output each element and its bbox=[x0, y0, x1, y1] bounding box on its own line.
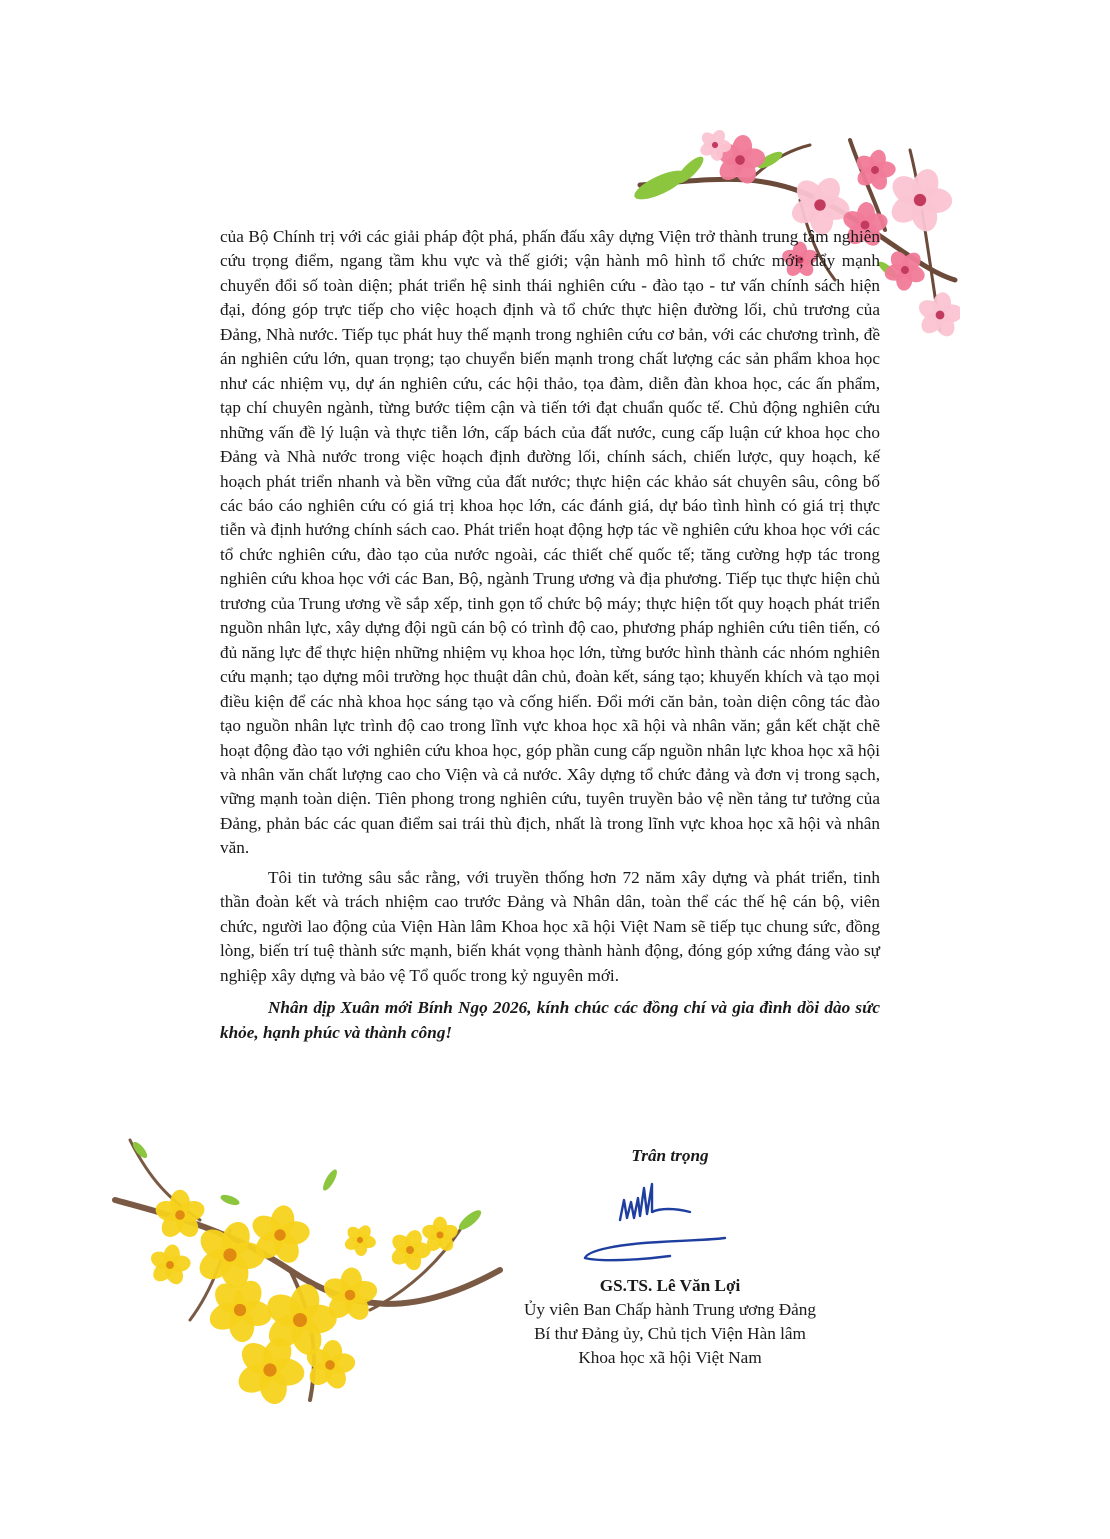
signatory-title-line-1: Ủy viên Ban Chấp hành Trung ương Đảng bbox=[524, 1300, 816, 1319]
signatory-title-line-3: Khoa học xã hội Việt Nam bbox=[578, 1348, 762, 1367]
regards-text: Trân trọng bbox=[631, 1146, 709, 1165]
signatory-title-line-2: Bí thư Đảng ủy, Chủ tịch Viện Hàn lâm bbox=[534, 1324, 806, 1343]
signatory-block bbox=[480, 1274, 860, 1370]
letter-body bbox=[220, 225, 880, 1045]
body-paragraph-2: Tôi tin tưởng sâu sắc rằng, với truyền thống hơn 72 năm xây dựng và phát triển, tinh thần đoàn kết và trách nhiệm cao trước Đảng và Nhân dân, toàn thể các thế hệ cán bộ, viên chức, người lao động của Viện Hàn lâm Khoa học xã hội Việt Nam sẽ tiếp tục chung sức, đồng lòng, biến trí tuệ thành sức mạnh, biến khát vọng thành hành động, đóng góp xứng đáng vào sự nghiệp xây dựng và bảo vệ Tổ quốc trong kỷ nguyên mới. bbox=[220, 867, 880, 985]
handwritten-signature-icon bbox=[580, 1178, 730, 1273]
signatory-name: GS.TS. Lê Văn Lợi bbox=[599, 1276, 741, 1295]
body-paragraph-1: của Bộ Chính trị với các giải pháp đột phá, phấn đấu xây dựng Viện trở thành trung tâm nghiên cứu trọng điểm, ngang tầm khu vực và thế giới; vận hành mô hình tổ chức mới; đẩy mạnh chuyển đổi số toàn diện; phát triển hệ sinh thái nghiên cứu - đào tạo - tư vấn chính sách hiện đại, đóng góp trực tiếp cho việc hoạch định và tổ chức thực hiện đường lối, chủ trương của Đảng, Nhà nước. Tiếp tục phát huy thế mạnh trong nghiên cứu cơ bản, với các chương trình, đề án nghiên cứu lớn, quan trọng; tạo chuyển biến mạnh trong chất lượng các sản phẩm khoa học như các nhiệm vụ, dự án nghiên cứu, các hội thảo, tọa đàm, diễn đàn khoa học, các ấn phẩm, tạp chí chuyên ngành, từng bước tiệm cận và tiến tới đạt chuẩn quốc tế. Chủ động nghiên cứu những vấn đề lý luận và thực tiễn lớn, cấp bách của đất nước, cung cấp luận cứ khoa học cho Đảng và Nhà nước trong việc hoạch định đường lối, chính sách, chiến lược, quy hoạch, kế hoạch phát triển nhanh và bền vững của đất nước; thực hiện các khảo sát chuyên sâu, công bố các báo cáo nghiên cứu có giá trị khoa học lớn, các đánh giá, dự báo tình hình có giá trị thực tiễn và định hướng chính sách cao. Phát triển hoạt động hợp tác về nghiên cứu khoa học với các tổ chức nghiên cứu, đào tạo của nước ngoài, các thiết chế quốc tế; tăng cường hợp tác trong nghiên cứu khoa học với các Ban, Bộ, ngành Trung ương và địa phương. Tiếp tục thực hiện chủ trương của Trung ương về sắp xếp, tinh gọn tổ chức bộ máy; thực hiện tốt quy hoạch phát triển nguồn nhân lực, xây dựng đội ngũ cán bộ có trình độ cao, phương pháp nghiên cứu tiên tiến, có đủ năng lực để thực hiện những nhiệm vụ khoa học lớn, từng bước hình thành các nhóm nghiên cứu mạnh; tạo dựng môi trường học thuật dân chủ, đoàn kết, sáng tạo; khuyến khích và tạo mọi điều kiện để các nhà khoa học sáng tạo và cống hiến. Đổi mới căn bản, toàn diện công tác đào tạo nguồn nhân lực trình độ cao trong lĩnh vực khoa học xã hội và nhân văn; gắn kết chặt chẽ hoạt động đào tạo với nghiên cứu khoa học, góp phần cung cấp nguồn nhân lực khoa học xã hội và nhân văn chất lượng cao cho Viện và cả nước. Xây dựng tổ chức đảng và đơn vị trong sạch, vững mạnh toàn diện. Tiên phong trong nghiên cứu, tuyên truyền bảo vệ nền tảng tư tưởng của Đảng, phản bác các quan điểm sai trái thù địch, nhất là trong lĩnh vực khoa học xã hội và nhân văn. bbox=[220, 227, 880, 858]
apricot-blossom-branch-icon bbox=[110, 1120, 510, 1410]
new-year-greeting: Nhân dịp Xuân mới Bính Ngọ 2026, kính chúc các đồng chí và gia đình dồi dào sức khỏe, hạnh phúc và thành công! bbox=[220, 998, 880, 1042]
